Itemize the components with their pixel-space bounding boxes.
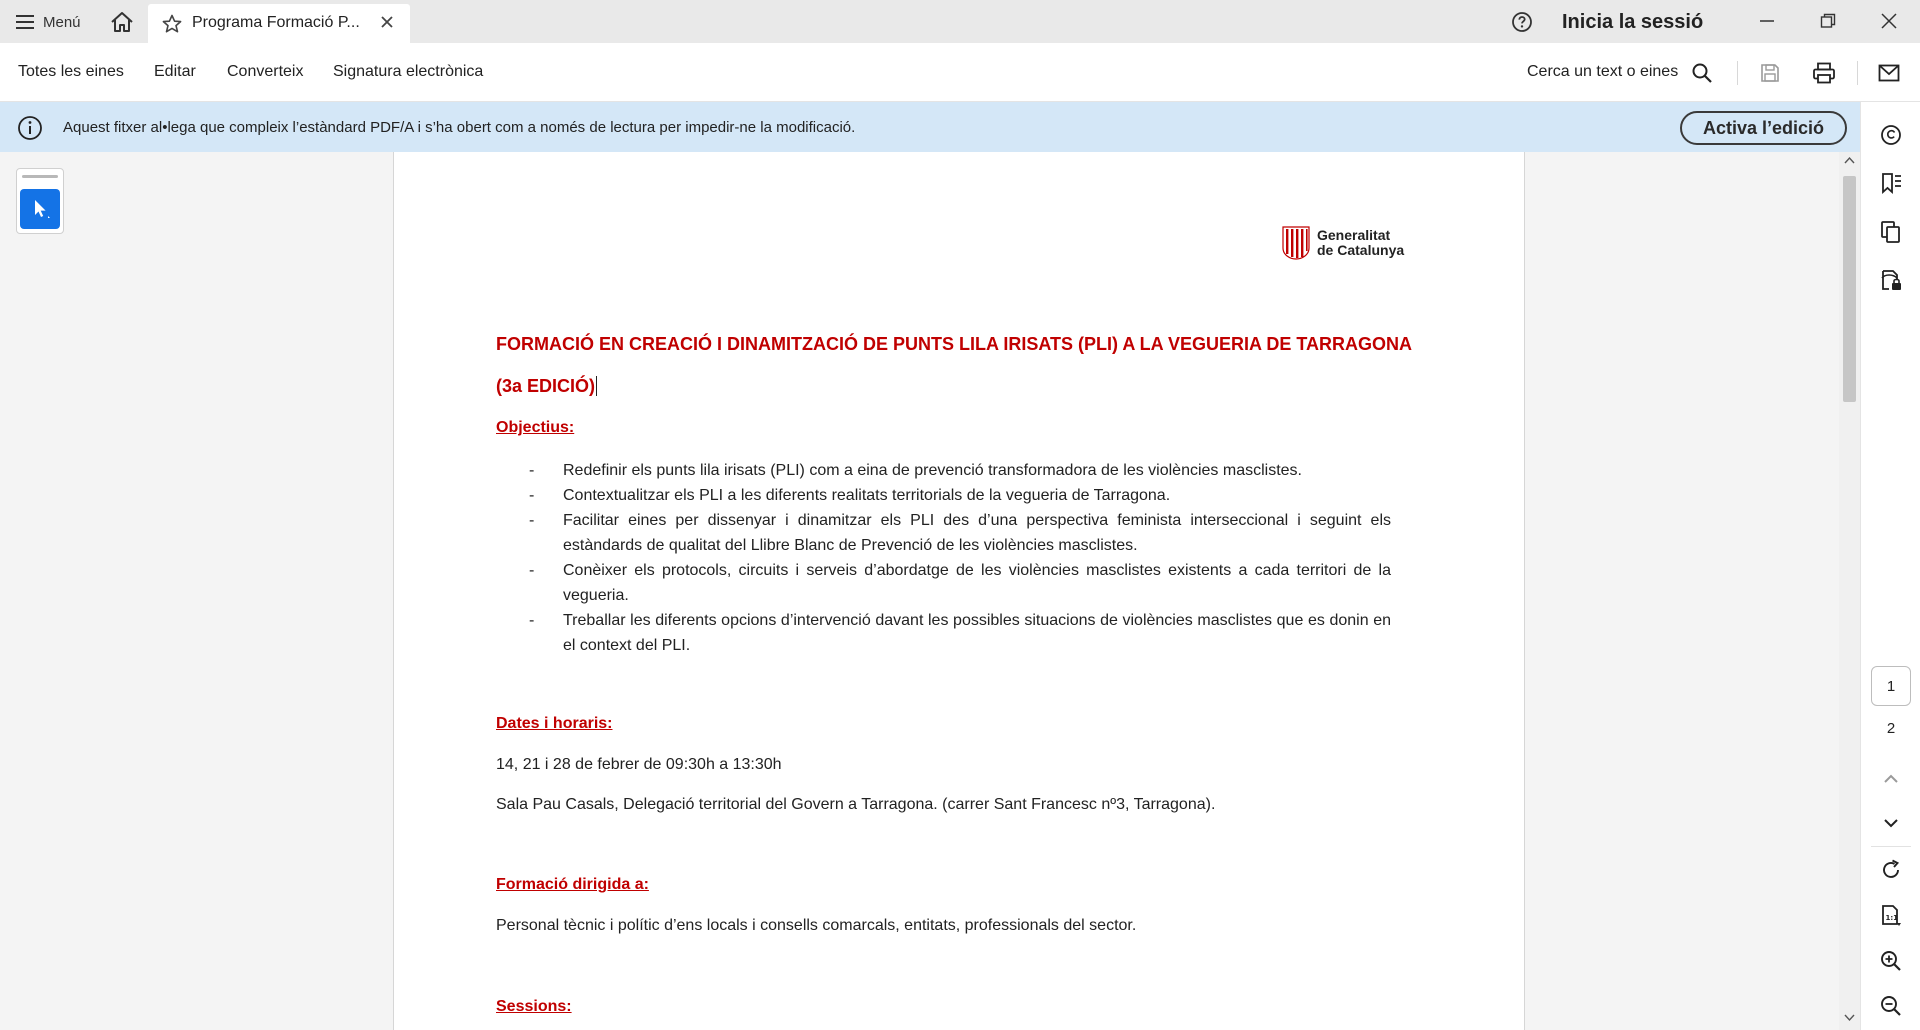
list-item [529, 608, 1391, 658]
list-item-text: Redefinir els punts lila irisats (PLI) com a eina de prevenció transformadora de les violències masclistes. [563, 462, 1302, 479]
print-button[interactable] [1811, 60, 1837, 86]
home-button[interactable] [108, 10, 136, 34]
scroll-down-arrow-icon[interactable] [1844, 1014, 1855, 1022]
banner-message: Aquest fitxer al•lega que compleix l’estàndard PDF/A i s’ha obert com a només de lectura per impedir-ne la modificació. [63, 119, 856, 136]
restore-button[interactable] [1808, 8, 1848, 34]
document-gutter [1526, 152, 1839, 1030]
scroll-up-arrow-icon[interactable] [1844, 156, 1855, 164]
catalan-flag-emblem-icon [1282, 226, 1310, 260]
chevron-down-icon [1883, 818, 1899, 828]
location-text: Sala Pau Casals, Delegació territorial del Govern a Tarragona. (carrer Sant Francesc nº3, Tarragona). [496, 796, 1216, 813]
toolbar-divider [1857, 61, 1858, 85]
minimize-button[interactable] [1747, 8, 1787, 34]
objectives-heading: Objectius: [496, 419, 575, 436]
info-icon [17, 115, 43, 141]
tab-title: Programa Formació P... [192, 14, 360, 31]
logo-text [1317, 228, 1404, 258]
print-icon [1812, 62, 1836, 84]
list-item [529, 483, 1391, 508]
search-button[interactable] [1689, 60, 1715, 86]
pages-icon [1879, 220, 1903, 244]
edit-menu[interactable]: Editar [154, 63, 196, 80]
document-title-line-1: FORMACIÓ EN CREACIÓ I DINAMITZACIÓ DE PUNTS LILA IRISATS (PLI) A LA VEGUERIA DE TARRAGONA [496, 334, 1412, 354]
sign-in-button[interactable]: Inicia la sessió [1562, 11, 1704, 33]
help-icon[interactable] [1511, 11, 1533, 33]
bullet-dash: - [529, 487, 535, 504]
objectives-list [529, 458, 1391, 658]
list-item-text: Contextualitzar els PLI a les diferents realitats territorials de la vegueria de Tarragona. [563, 487, 1171, 504]
list-item [529, 558, 1391, 608]
chevron-up-icon [1883, 774, 1899, 784]
minimize-icon [1759, 13, 1775, 29]
comment-button[interactable] [1878, 122, 1904, 148]
panel-grip[interactable] [22, 175, 58, 178]
logo-line-2: de Catalunya [1317, 242, 1405, 258]
comment-icon [1879, 123, 1903, 147]
page-number-next[interactable]: 2 [1886, 719, 1896, 737]
bookmark-icon [1879, 171, 1903, 195]
pdfa-info-banner [0, 102, 1860, 152]
select-tool-button[interactable] [20, 189, 60, 229]
cursor-arrow-icon [27, 196, 53, 222]
generalitat-logo [1282, 226, 1404, 260]
zoom-out-icon [1879, 994, 1903, 1018]
text-caret [596, 376, 597, 396]
title-bar [0, 0, 1920, 43]
close-tab-icon[interactable] [380, 15, 394, 29]
bullet-dash: - [529, 512, 535, 529]
search-tools-button[interactable]: Cerca un text o eines [1527, 63, 1679, 80]
toolbar-divider [1737, 61, 1738, 85]
next-page-button[interactable] [1878, 810, 1904, 836]
menu-label: Menú [43, 13, 81, 31]
dates-heading: Dates i horaris: [496, 715, 613, 732]
scrollbar-thumb[interactable] [1843, 176, 1856, 402]
zoom-in-icon [1879, 949, 1903, 973]
document-page[interactable] [393, 152, 1525, 1030]
fit-page-icon [1879, 904, 1903, 928]
close-icon [1881, 13, 1897, 29]
list-item-text: Treballar les diferents opcions d’intervenció davant les possibles situacions de violències masclistes que es donin en el context del PLI. [563, 612, 1391, 654]
main-toolbar [0, 43, 1920, 102]
audience-text: Personal tècnic i polític d’ens locals i consells comarcals, entitats, professionals del sector. [496, 917, 1137, 934]
document-tab[interactable] [148, 4, 410, 43]
quick-tools-panel [16, 168, 64, 234]
zoom-out-button[interactable] [1878, 993, 1904, 1019]
svg-text:1:1: 1:1 [1885, 914, 1899, 922]
zoom-in-button[interactable] [1878, 948, 1904, 974]
page-thumbnails-button[interactable] [1878, 219, 1904, 245]
dates-text: 14, 21 i 28 de febrer de 09:30h a 13:30h [496, 756, 782, 773]
restore-icon [1820, 13, 1836, 29]
list-item-text: Conèixer els protocols, circuits i serveis d’abordatge de les violències masclistes existents a cada territori de la vegueria. [563, 562, 1391, 604]
list-item [529, 508, 1391, 558]
sessions-heading: Sessions: [496, 998, 572, 1015]
e-signature-menu[interactable]: Signatura electrònica [333, 63, 484, 80]
vertical-scrollbar[interactable] [1839, 152, 1860, 1030]
hamburger-icon [16, 15, 34, 29]
search-icon [1691, 62, 1713, 84]
edition-label: (3a EDICIÓ) [496, 376, 596, 396]
all-tools-menu[interactable]: Totes les eines [18, 63, 124, 80]
menu-button[interactable] [16, 10, 81, 34]
page-number-current[interactable]: 1 [1871, 666, 1911, 706]
bookmarks-button[interactable] [1878, 170, 1904, 196]
accessibility-check-button[interactable] [1878, 268, 1904, 294]
list-item [529, 458, 1391, 483]
enable-editing-button[interactable]: Activa l’edició [1680, 111, 1847, 145]
bullet-dash: - [529, 462, 535, 479]
convert-menu[interactable]: Converteix [227, 63, 304, 80]
rail-divider [1871, 846, 1911, 847]
home-icon [110, 11, 134, 33]
logo-line-1: Generalitat [1317, 227, 1391, 243]
page-size-button[interactable] [1878, 903, 1904, 929]
star-icon[interactable] [162, 14, 182, 34]
mail-icon [1878, 64, 1900, 82]
document-lock-icon [1879, 269, 1903, 293]
close-window-button[interactable] [1869, 8, 1909, 34]
list-item-text: Facilitar eines per dissenyar i dinamitzar els PLI des d’una perspectiva feminista interseccional i seguint els estàndards de qualitat del Llibre Blanc de Prevenció de les violències masclistes. [563, 512, 1391, 554]
right-rail [1860, 102, 1920, 1030]
save-icon [1759, 62, 1781, 84]
document-title-line-2 [496, 376, 597, 397]
previous-page-button[interactable] [1878, 766, 1904, 792]
audience-heading: Formació dirigida a: [496, 876, 649, 893]
share-email-button[interactable] [1876, 60, 1902, 86]
rotate-icon [1879, 858, 1903, 882]
left-tool-pane [0, 152, 393, 1030]
save-button[interactable] [1757, 60, 1783, 86]
bullet-dash: - [529, 612, 535, 629]
bullet-dash: - [529, 562, 535, 579]
rotate-button[interactable] [1878, 857, 1904, 883]
